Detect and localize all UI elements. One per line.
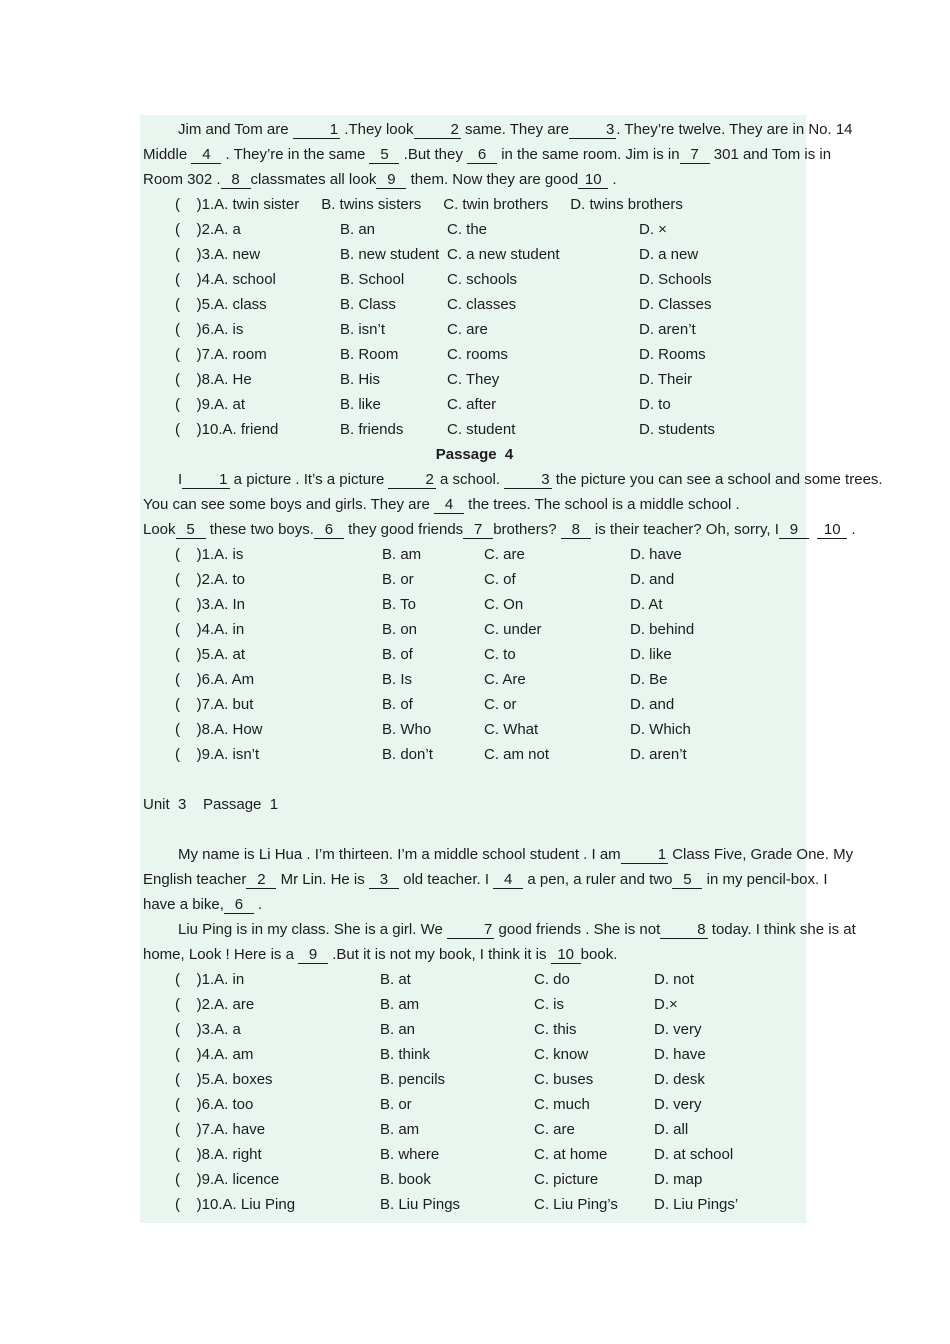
option-d: D. × [639, 221, 667, 238]
answer-bracket-and-option-a: ( )1.A. in [175, 971, 245, 988]
option-d: D. Classes [639, 296, 712, 313]
question-row [143, 392, 806, 417]
option-b: B. School [340, 271, 405, 288]
passage-4-line: Look 5 these two boys. 6 they good friends 7 brothers? 8 is their teacher? Oh, sorry, I 9 10 . [143, 521, 856, 538]
exercise-sheet [140, 115, 883, 1223]
passage-jim-and-tom-line: Jim and Tom are 1 .They look 2 same. They are 3 . They’re twelve. They are in No. 14 [178, 121, 853, 138]
option-c: C. much [534, 1096, 590, 1113]
cloze-blank: 4 [434, 496, 464, 514]
spacer [143, 767, 806, 792]
option-d: D. have [630, 546, 682, 563]
option-c: C. a new student [447, 246, 560, 263]
option-c: C. twin brothers [443, 196, 549, 213]
answer-bracket-and-option-a: ( )3.A. In [175, 596, 246, 613]
option-b: B. am [380, 1121, 420, 1138]
option-c: C. student [447, 421, 516, 438]
option-d: D. Liu Pings’ [654, 1196, 739, 1213]
question-row [143, 1042, 806, 1067]
option-b: B. or [380, 1096, 412, 1113]
option-d: D. Their [639, 371, 693, 388]
answer-bracket-and-option-a: ( )2.A. to [175, 571, 246, 588]
answer-bracket-and-option-a: ( )5.A. boxes [175, 1071, 273, 1088]
option-b: B. like [340, 396, 381, 413]
option-b: B. Who [382, 721, 432, 738]
answer-bracket-and-option-a: ( )8.A. How [175, 721, 263, 738]
option-b: B. an [340, 221, 376, 238]
option-b: B. Is [382, 671, 413, 688]
question-row [143, 1017, 806, 1042]
answer-bracket-and-option-a: ( )1.A. twin sister [175, 196, 300, 213]
option-c: C. Are [484, 671, 526, 688]
option-b: B. am [382, 546, 422, 563]
option-c: C. picture [534, 1171, 599, 1188]
answer-bracket-and-option-a: ( )8.A. right [175, 1146, 262, 1163]
option-c: C. buses [534, 1071, 594, 1088]
option-b: B. an [380, 1021, 416, 1038]
option-c: C. do [534, 971, 570, 988]
option-c: C. classes [447, 296, 517, 313]
option-c: C. are [447, 321, 488, 338]
question-row [143, 1167, 806, 1192]
option-c: C. On [484, 596, 524, 613]
option-b: B. of [382, 696, 413, 713]
option-d: D. very [654, 1096, 702, 1113]
unit-3-passage-1-line: English teacher 2 Mr Lin. He is 3 old teacher. I 4 a pen, a ruler and two 5 in my pencil-box. I [143, 871, 828, 888]
passage-jim-and-tom-line: Room 302 . 8 classmates all look 9 them. Now they are good 10 . [143, 171, 617, 188]
option-c: C. after [447, 396, 497, 413]
cloze-blank: 1 [182, 471, 229, 489]
option-b: B. To [382, 596, 416, 613]
cloze-blank: 8 [561, 521, 591, 539]
question-row [143, 242, 806, 267]
answer-bracket-and-option-a: ( )6.A. too [175, 1096, 254, 1113]
answer-bracket-and-option-a: ( )4.A. school [175, 271, 276, 288]
option-c: C. at home [534, 1146, 608, 1163]
passage-jim-and-tom-line: Middle 4 . They’re in the same 5 .But they 6 in the same room. Jim is in 7 301 and Tom is in [143, 146, 832, 163]
option-c: C. or [484, 696, 517, 713]
unit-3-passage-1-line: home, Look ! Here is a 9 .But it is not my book, I think it is 10 book. [143, 946, 618, 963]
passage-4-heading: Passage 4 [435, 446, 514, 463]
answer-bracket-and-option-a: ( )7.A. room [175, 346, 267, 363]
cloze-blank: 10 [551, 946, 581, 964]
option-d: D. aren’t [630, 746, 687, 763]
cloze-blank: 4 [493, 871, 523, 889]
cloze-blank: 7 [447, 921, 494, 939]
cloze-blank: 7 [463, 521, 493, 539]
option-d: D. very [654, 1021, 702, 1038]
option-c: C. am not [484, 746, 550, 763]
answer-bracket-and-option-a: ( )4.A. am [175, 1046, 254, 1063]
option-d: D. At [630, 596, 663, 613]
option-c: C. Liu Ping’s [534, 1196, 618, 1213]
cloze-blank: 9 [779, 521, 809, 539]
passage-4-line: I 1 a picture . It’s a picture 2 a school. 3 the picture you can see a school and some trees. [178, 471, 883, 488]
option-c: C. the [447, 221, 488, 238]
option-b: B. book [380, 1171, 431, 1188]
option-d: D. Be [630, 671, 668, 688]
option-b: B. twins sisters [321, 196, 422, 213]
option-b: B. pencils [380, 1071, 446, 1088]
question-row [143, 642, 806, 667]
option-d: D. Rooms [639, 346, 706, 363]
cloze-blank: 9 [298, 946, 328, 964]
option-c: C. are [534, 1121, 575, 1138]
question-row [143, 742, 806, 767]
question-row [143, 342, 806, 367]
answer-bracket-and-option-a: ( )5.A. at [175, 646, 246, 663]
cloze-blank: 5 [369, 146, 399, 164]
option-b: B. new student [340, 246, 440, 263]
option-d: D. like [630, 646, 672, 663]
option-c: C. is [534, 996, 564, 1013]
option-b: B. Liu Pings [380, 1196, 461, 1213]
answer-bracket-and-option-a: ( )2.A. are [175, 996, 255, 1013]
answer-bracket-and-option-a: ( )5.A. class [175, 296, 267, 313]
cloze-blank: 3 [569, 121, 616, 139]
cloze-blank: 10 [817, 521, 847, 539]
option-d: D. map [654, 1171, 703, 1188]
question-row [143, 292, 806, 317]
option-d: D. Which [630, 721, 691, 738]
option-b: B. or [382, 571, 414, 588]
question-row [143, 317, 806, 342]
answer-bracket-and-option-a: ( )7.A. but [175, 696, 254, 713]
option-d: D. aren’t [639, 321, 696, 338]
option-b: B. on [382, 621, 418, 638]
answer-bracket-and-option-a: ( )2.A. a [175, 221, 241, 238]
option-d: D. not [654, 971, 695, 988]
option-b: B. His [340, 371, 381, 388]
option-d: D. twins brothers [570, 196, 683, 213]
answer-bracket-and-option-a: ( )6.A. Am [175, 671, 255, 688]
cloze-blank: 1 [621, 846, 668, 864]
unit-3-passage-1-line: My name is Li Hua . I’m thirteen. I’m a middle school student . I am 1 Class Five, Grade One. My [178, 846, 854, 863]
option-b: B. at [380, 971, 411, 988]
passage-4-line: You can see some boys and girls. They are 4 the trees. The school is a middle school . [143, 496, 740, 513]
question-row [143, 1117, 806, 1142]
question-row [143, 567, 806, 592]
option-c: C. of [484, 571, 516, 588]
option-c: C. under [484, 621, 542, 638]
cloze-blank: 8 [660, 921, 707, 939]
option-c: C. schools [447, 271, 518, 288]
option-c: C. this [534, 1021, 577, 1038]
unit-3-passage-1-line: Liu Ping is in my class. She is a girl. We 7 good friends . She is not 8 today. I think she is at [178, 921, 856, 938]
option-d: D. at school [654, 1146, 734, 1163]
cloze-blank: 6 [467, 146, 497, 164]
question-row [143, 992, 806, 1017]
option-d: D. a new [639, 246, 699, 263]
question-row [143, 667, 806, 692]
option-d: D. behind [630, 621, 695, 638]
question-row [143, 267, 806, 292]
spacer [143, 817, 806, 842]
option-c: C. What [484, 721, 539, 738]
option-b: B. isn’t [340, 321, 386, 338]
question-row [143, 217, 806, 242]
cloze-blank: 2 [246, 871, 276, 889]
option-d: D. and [630, 571, 675, 588]
answer-bracket-and-option-a: ( )10.A. friend [175, 421, 279, 438]
option-d: D. students [639, 421, 715, 438]
option-c: C. They [447, 371, 500, 388]
question-row [143, 717, 806, 742]
option-c: C. are [484, 546, 525, 563]
option-d: D.× [654, 996, 678, 1013]
option-d: D. all [654, 1121, 689, 1138]
answer-bracket-and-option-a: ( )9.A. isn’t [175, 746, 260, 763]
answer-bracket-and-option-a: ( )9.A. at [175, 396, 246, 413]
cloze-blank: 8 [221, 171, 251, 189]
cloze-blank: 4 [191, 146, 221, 164]
question-row [143, 692, 806, 717]
option-b: B. where [380, 1146, 440, 1163]
question-row [143, 1192, 806, 1217]
option-b: B. don’t [382, 746, 433, 763]
question-row [143, 1092, 806, 1117]
cloze-blank: 7 [680, 146, 710, 164]
option-b: B. Room [340, 346, 399, 363]
question-row [143, 1142, 806, 1167]
option-d: D. to [639, 396, 671, 413]
cloze-blank: 6 [224, 896, 254, 914]
cloze-blank: 9 [376, 171, 406, 189]
cloze-blank: 2 [388, 471, 435, 489]
question-row [143, 367, 806, 392]
question-row [143, 1067, 806, 1092]
option-c: C. know [534, 1046, 589, 1063]
option-b: B. am [380, 996, 420, 1013]
question-row [143, 417, 806, 442]
cloze-blank: 2 [414, 121, 461, 139]
option-b: B. Class [340, 296, 396, 313]
cloze-blank: 1 [293, 121, 340, 139]
cloze-blank: 3 [369, 871, 399, 889]
question-row [143, 967, 806, 992]
answer-bracket-and-option-a: ( )7.A. have [175, 1121, 266, 1138]
question-row [143, 617, 806, 642]
option-d: D. Schools [639, 271, 712, 288]
unit-3-passage-1-line: have a bike, 6 . [143, 896, 263, 913]
option-b: B. of [382, 646, 413, 663]
cloze-blank: 5 [176, 521, 206, 539]
answer-bracket-and-option-a: ( )1.A. is [175, 546, 244, 563]
question-row [143, 192, 806, 217]
question-row [143, 592, 806, 617]
cloze-blank: 3 [504, 471, 551, 489]
option-d: D. desk [654, 1071, 705, 1088]
answer-bracket-and-option-a: ( )9.A. licence [175, 1171, 280, 1188]
cloze-blank: 6 [314, 521, 344, 539]
option-c: C. rooms [447, 346, 508, 363]
option-d: D. and [630, 696, 675, 713]
answer-bracket-and-option-a: ( )3.A. a [175, 1021, 241, 1038]
answer-bracket-and-option-a: ( )10.A. Liu Ping [175, 1196, 296, 1213]
answer-bracket-and-option-a: ( )4.A. in [175, 621, 245, 638]
answer-bracket-and-option-a: ( )3.A. new [175, 246, 261, 263]
unit-3-passage-1-heading: Unit 3 Passage 1 [143, 796, 279, 813]
cloze-blank: 10 [578, 171, 608, 189]
option-b: B. think [380, 1046, 431, 1063]
answer-bracket-and-option-a: ( )6.A. is [175, 321, 244, 338]
question-row [143, 542, 806, 567]
option-b: B. friends [340, 421, 404, 438]
option-c: C. to [484, 646, 516, 663]
cloze-blank: 5 [672, 871, 702, 889]
option-d: D. have [654, 1046, 706, 1063]
answer-bracket-and-option-a: ( )8.A. He [175, 371, 252, 388]
